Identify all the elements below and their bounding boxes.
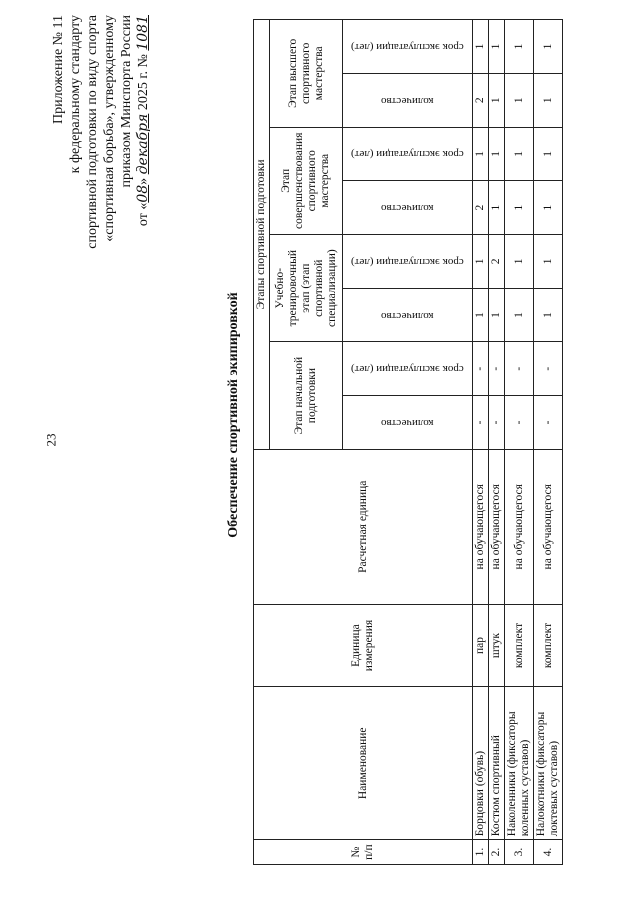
term-header (343, 127, 473, 181)
term-cell: - (505, 342, 534, 396)
qty-header (343, 288, 473, 342)
qty-cell: 1 (534, 288, 563, 342)
qty-cell: 1 (505, 288, 534, 342)
col-calc-header: Расчетная единица (254, 449, 473, 604)
row-num: 4. (534, 840, 563, 865)
term-header (343, 342, 473, 396)
qty-cell: 1 (473, 288, 489, 342)
row-unit: пар (473, 604, 489, 687)
row-unit: комплект (534, 604, 563, 687)
qty-cell: 1 (489, 288, 505, 342)
row-calc-unit: на обучающегося (473, 449, 489, 604)
row-num: 2. (489, 840, 505, 865)
date-prefix: от « (136, 202, 151, 227)
order-number-handwritten: 1081 (135, 15, 151, 51)
term-cell: 2 (489, 234, 505, 288)
appendix-line: Приложение № 11 (51, 15, 66, 124)
appendix-date-line (135, 15, 152, 265)
appendix-line: приказом Минспорта России (119, 15, 134, 188)
qty-header (343, 73, 473, 127)
row-calc-unit: на обучающегося (534, 449, 563, 604)
qty-cell: - (534, 396, 563, 450)
term-cell: 1 (489, 20, 505, 74)
equipment-table (253, 19, 563, 865)
row-unit: штук (489, 604, 505, 687)
term-cell: - (473, 342, 489, 396)
page-number: 23 (43, 433, 59, 447)
stage-header: Этап начальной подготовки (270, 342, 343, 449)
qty-cell: - (473, 396, 489, 450)
qty-cell: 1 (534, 73, 563, 127)
term-header (343, 234, 473, 288)
term-cell: 1 (534, 234, 563, 288)
qty-cell: 1 (505, 73, 534, 127)
table-row (534, 20, 563, 865)
row-name: Борцовки (обувь) (473, 687, 489, 840)
term-header-text: срок эксплуатации (лет) (351, 148, 464, 161)
row-calc-unit: на обучающегося (505, 449, 534, 604)
qty-header-text: количество (381, 416, 434, 429)
row-name: Наколенники (фиксаторы коленных суставов) (505, 687, 534, 840)
stages-group-header: Этапы спортивной подготовки (254, 20, 270, 450)
qty-cell: 1 (489, 73, 505, 127)
term-cell: 1 (489, 127, 505, 181)
appendix-line: к федеральному стандарту (68, 15, 83, 174)
date-year: 2025 г. № (136, 50, 151, 114)
table-row (473, 20, 489, 865)
stage-header: Учебно-тренировочный этап (этап спортивной специализации) (270, 234, 343, 341)
page-heading: Обеспечение спортивной экипировкой (226, 292, 241, 538)
term-header-text: срок эксплуатации (лет) (351, 363, 464, 376)
date-day-handwritten: 08 (135, 184, 151, 203)
appendix-block (50, 15, 152, 265)
term-header-text: срок эксплуатации (лет) (351, 40, 464, 53)
qty-cell: 2 (473, 73, 489, 127)
term-cell: 1 (505, 127, 534, 181)
term-cell: 1 (473, 20, 489, 74)
term-cell: 1 (505, 20, 534, 74)
date-month-handwritten: декабря (135, 113, 151, 175)
qty-header-text: количество (381, 202, 434, 215)
row-name: Костюм спортивный (489, 687, 505, 840)
qty-cell: 1 (489, 181, 505, 235)
row-calc-unit: на обучающегося (489, 449, 505, 604)
stage-header: Этап совершенствования спортивного мастерства (270, 127, 343, 234)
term-header (343, 20, 473, 74)
qty-cell: 1 (534, 181, 563, 235)
appendix-line: спортивной подготовки по виду спорта (85, 15, 100, 249)
term-cell: 1 (534, 127, 563, 181)
qty-cell: - (489, 396, 505, 450)
qty-header (343, 396, 473, 450)
qty-header (343, 181, 473, 235)
date-mid: » (136, 174, 151, 185)
qty-cell: 1 (505, 181, 534, 235)
term-cell: 1 (534, 20, 563, 74)
col-num-header: № п/п (254, 840, 473, 865)
row-unit: комплект (505, 604, 534, 687)
qty-header-text: количество (381, 94, 434, 107)
appendix-line: «спортивная борьба», утвержденному (102, 15, 117, 242)
row-num: 3. (505, 840, 534, 865)
table-row (505, 20, 534, 865)
qty-header-text: количество (381, 309, 434, 322)
term-header-text: срок эксплуатации (лет) (351, 255, 464, 268)
term-cell: - (534, 342, 563, 396)
term-cell: 1 (473, 127, 489, 181)
term-cell: 1 (505, 234, 534, 288)
stage-header: Этап высшего спортивного мастерства (270, 20, 343, 128)
table-row (489, 20, 505, 865)
row-name: Налокотники (фиксаторы локтевых суставов) (534, 687, 563, 840)
header-row-1 (254, 20, 270, 865)
col-name-header: Наименование (254, 687, 473, 840)
qty-cell: 2 (473, 181, 489, 235)
table-body (473, 20, 563, 865)
qty-cell: - (505, 396, 534, 450)
term-cell: 1 (473, 234, 489, 288)
row-num: 1. (473, 840, 489, 865)
col-unit-header: Единица измерения (254, 604, 473, 687)
term-cell: - (489, 342, 505, 396)
